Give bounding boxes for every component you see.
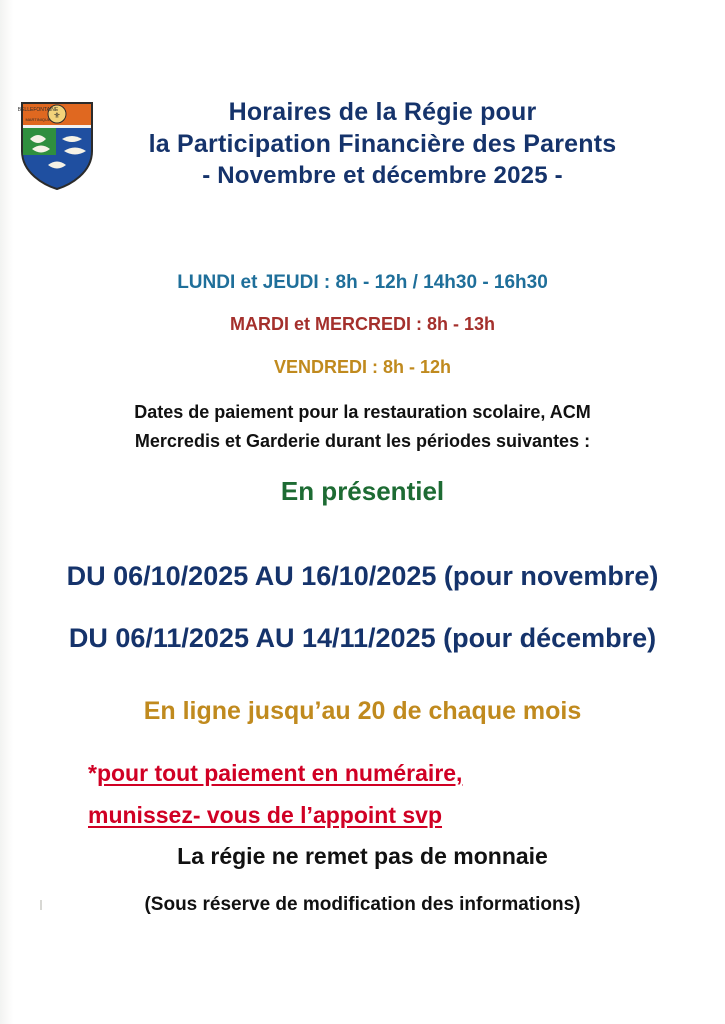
- title-line-2: la Participation Financière des Parents: [148, 130, 617, 158]
- svg-text:BELLEFONTAINE: BELLEFONTAINE: [18, 107, 59, 113]
- no-change-note: La régie ne remet pas de monnaie: [177, 843, 548, 869]
- section-heading-in-person: En présentiel: [280, 476, 445, 506]
- intro-line-2: Mercredis et Garderie durant les périodes suivantes :: [134, 431, 591, 451]
- cash-payment-warning: [88, 752, 648, 836]
- warning-line-1: [88, 752, 648, 794]
- payment-date-november: DU 06/10/2025 AU 16/10/2025 (pour novembre): [66, 561, 659, 591]
- schedule-line-tuesday-wednesday: MARDI et MERCREDI : 8h - 13h: [229, 314, 496, 334]
- bellefontaine-coat-of-arms-icon: [18, 99, 96, 191]
- scan-artifact: [40, 900, 42, 910]
- svg-text:MARTINIQUE: MARTINIQUE: [25, 117, 51, 122]
- svg-text:⚜: ⚜: [53, 111, 61, 120]
- disclaimer-footnote: (Sous réserve de modification des informations): [144, 894, 581, 915]
- title-block: [103, 96, 663, 192]
- intro-line-1: Dates de paiement pour la restauration scolaire, ACM: [134, 402, 591, 422]
- schedule-line-friday: VENDREDI : 8h - 12h: [273, 357, 452, 377]
- warning-text-2: munissez- vous de l’appoint svp: [88, 802, 443, 828]
- document-header: [0, 96, 725, 192]
- section-heading-online: En ligne jusqu’au 20 de chaque mois: [143, 697, 582, 725]
- payment-date-list: [0, 545, 725, 669]
- schedule-line-monday-thursday: LUNDI et JEUDI : 8h - 12h / 14h30 - 16h30: [177, 272, 548, 293]
- warning-text-1: pour tout paiement en numéraire,: [96, 760, 463, 786]
- title-line-1: Horaires de la Régie pour: [228, 98, 537, 126]
- intro-paragraph: [0, 398, 725, 456]
- payment-date-december: DU 06/11/2025 AU 14/11/2025 (pour décembre): [68, 623, 657, 653]
- title-line-3: - Novembre et décembre 2025 -: [202, 162, 563, 189]
- warning-asterisk: *: [88, 760, 97, 786]
